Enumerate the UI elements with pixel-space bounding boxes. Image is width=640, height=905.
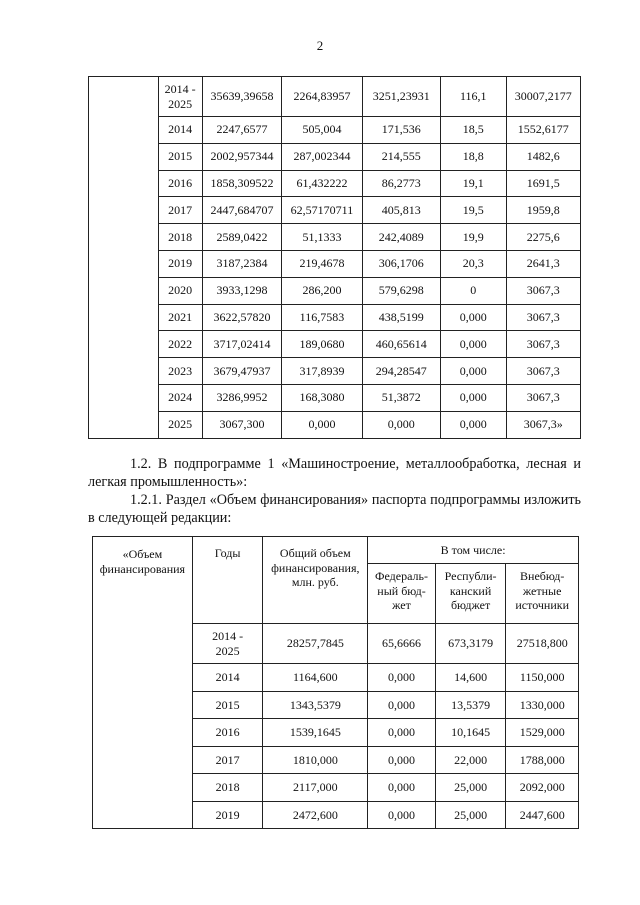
cell-federal: 0,000 xyxy=(368,719,436,747)
cell-extra: 2092,000 xyxy=(506,774,579,802)
cell-other: 19,9 xyxy=(440,224,506,251)
header-years: Годы xyxy=(192,537,263,624)
table-row xyxy=(89,77,581,117)
cell-republic: 214,555 xyxy=(362,143,440,170)
cell-republic: 51,3872 xyxy=(362,384,440,411)
paragraph-subprogram-1: 1.2. В подпрограмме 1 «Машиностроение, металлообработка, лесная и легкая промышленность»: xyxy=(88,456,581,490)
cell-total: 2117,000 xyxy=(263,774,368,802)
cell-extra: 27518,800 xyxy=(506,624,579,664)
cell-extra: 2447,600 xyxy=(506,801,579,829)
cell-other: 116,1 xyxy=(440,77,506,117)
cell-extra: 2275,6 xyxy=(506,224,580,251)
cell-federal: 0,000 xyxy=(368,801,436,829)
header-republic: Республи- канский бюджет xyxy=(435,564,506,624)
cell-federal: 0,000 xyxy=(368,746,436,774)
cell-republic: 438,5199 xyxy=(362,304,440,331)
cell-other: 0,000 xyxy=(440,358,506,385)
cell-total: 3679,47937 xyxy=(202,358,281,385)
cell-federal: 0,000 xyxy=(282,411,362,438)
cell-extra: 1959,8 xyxy=(506,197,580,224)
cell-total: 2002,957344 xyxy=(202,143,281,170)
cell-republic: 171,536 xyxy=(362,117,440,144)
table-row xyxy=(89,250,581,277)
cell-other: 0,000 xyxy=(440,411,506,438)
cell-republic: 405,813 xyxy=(362,197,440,224)
cell-total: 35639,39658 xyxy=(202,77,281,117)
cell-extra: 3067,3 xyxy=(506,304,580,331)
table-row xyxy=(89,277,581,304)
table-row xyxy=(89,224,581,251)
cell-year: 2020 xyxy=(158,277,202,304)
cell-federal: 287,002344 xyxy=(282,143,362,170)
header-including: В том числе: xyxy=(368,537,579,564)
cell-extra: 1529,000 xyxy=(506,719,579,747)
cell-total: 3067,300 xyxy=(202,411,281,438)
table-header-row xyxy=(93,537,579,564)
cell-extra: 1150,000 xyxy=(506,664,579,692)
cell-extra: 1330,000 xyxy=(506,691,579,719)
table-row xyxy=(89,331,581,358)
table-row xyxy=(89,143,581,170)
cell-other: 18,8 xyxy=(440,143,506,170)
cell-year: 2016 xyxy=(158,170,202,197)
cell-total: 2247,6577 xyxy=(202,117,281,144)
cell-federal: 0,000 xyxy=(368,774,436,802)
cell-republic: 13,5379 xyxy=(435,691,506,719)
cell-republic: 22,000 xyxy=(435,746,506,774)
cell-total: 2447,684707 xyxy=(202,197,281,224)
cell-total: 1858,309522 xyxy=(202,170,281,197)
cell-federal: 168,3080 xyxy=(282,384,362,411)
cell-extra: 3067,3» xyxy=(506,411,580,438)
cell-other: 0,000 xyxy=(440,384,506,411)
cell-republic: 25,000 xyxy=(435,774,506,802)
cell-republic: 86,2773 xyxy=(362,170,440,197)
cell-year: 2025 xyxy=(158,411,202,438)
cell-year: 2016 xyxy=(192,719,263,747)
cell-extra: 3067,3 xyxy=(506,358,580,385)
cell-year: 2024 xyxy=(158,384,202,411)
cell-federal: 189,0680 xyxy=(282,331,362,358)
cell-federal: 317,8939 xyxy=(282,358,362,385)
cell-federal: 0,000 xyxy=(368,691,436,719)
cell-total: 3187,2384 xyxy=(202,250,281,277)
table-row xyxy=(89,384,581,411)
cell-year: 2017 xyxy=(158,197,202,224)
cell-federal: 286,200 xyxy=(282,277,362,304)
cell-year: 2021 xyxy=(158,304,202,331)
cell-extra: 3067,3 xyxy=(506,277,580,304)
cell-republic: 10,1645 xyxy=(435,719,506,747)
cell-year: 2023 xyxy=(158,358,202,385)
cell-extra: 30007,2177 xyxy=(506,77,580,117)
header-federal: Федераль- ный бюд- жет xyxy=(368,564,436,624)
cell-extra: 3067,3 xyxy=(506,331,580,358)
financing-label-cell xyxy=(93,537,193,829)
cell-extra: 1691,5 xyxy=(506,170,580,197)
cell-republic: 3251,23931 xyxy=(362,77,440,117)
cell-other: 20,3 xyxy=(440,250,506,277)
cell-extra: 1482,6 xyxy=(506,143,580,170)
header-total: Общий объем финансирования, млн. руб. xyxy=(263,537,368,624)
cell-republic: 25,000 xyxy=(435,801,506,829)
cell-federal: 0,000 xyxy=(368,664,436,692)
cell-total: 2589,0422 xyxy=(202,224,281,251)
financing-table-continued xyxy=(88,76,581,439)
cell-republic: 579,6298 xyxy=(362,277,440,304)
cell-year: 2014 - 2025 xyxy=(192,624,263,664)
cell-total: 3933,1298 xyxy=(202,277,281,304)
cell-federal: 61,432222 xyxy=(282,170,362,197)
cell-total: 3622,57820 xyxy=(202,304,281,331)
cell-extra: 1788,000 xyxy=(506,746,579,774)
cell-total: 1810,000 xyxy=(263,746,368,774)
cell-other: 0,000 xyxy=(440,304,506,331)
cell-total: 1539,1645 xyxy=(263,719,368,747)
cell-other: 0 xyxy=(440,277,506,304)
cell-year: 2019 xyxy=(158,250,202,277)
page-number: 2 xyxy=(316,38,324,53)
cell-republic: 294,28547 xyxy=(362,358,440,385)
cell-federal: 505,004 xyxy=(282,117,362,144)
cell-year: 2014 xyxy=(192,664,263,692)
cell-other: 19,5 xyxy=(440,197,506,224)
cell-extra: 2641,3 xyxy=(506,250,580,277)
header-extra-budget: Внебюд- жетные источники xyxy=(506,564,579,624)
cell-year: 2014 xyxy=(158,117,202,144)
cell-federal: 116,7583 xyxy=(282,304,362,331)
cell-total: 1343,5379 xyxy=(263,691,368,719)
table-row xyxy=(89,358,581,385)
table-row xyxy=(89,170,581,197)
cell-other: 0,000 xyxy=(440,331,506,358)
cell-other: 18,5 xyxy=(440,117,506,144)
cell-republic: 242,4089 xyxy=(362,224,440,251)
cell-federal: 62,57170711 xyxy=(282,197,362,224)
cell-year: 2015 xyxy=(158,143,202,170)
cell-republic: 0,000 xyxy=(362,411,440,438)
cell-total: 2472,600 xyxy=(263,801,368,829)
cell-federal: 65,6666 xyxy=(368,624,436,664)
cell-year: 2014 - 2025 xyxy=(158,77,202,117)
financing-volume-table xyxy=(92,536,579,829)
cell-federal: 219,4678 xyxy=(282,250,362,277)
cell-other: 19,1 xyxy=(440,170,506,197)
cell-total: 3717,02414 xyxy=(202,331,281,358)
cell-year: 2018 xyxy=(158,224,202,251)
cell-year: 2017 xyxy=(192,746,263,774)
cell-republic: 673,3179 xyxy=(435,624,506,664)
table-row xyxy=(89,197,581,224)
cell-total: 28257,7845 xyxy=(263,624,368,664)
cell-federal: 51,1333 xyxy=(282,224,362,251)
cell-total: 3286,9952 xyxy=(202,384,281,411)
cell-extra: 3067,3 xyxy=(506,384,580,411)
empty-label-cell xyxy=(89,77,159,439)
cell-year: 2015 xyxy=(192,691,263,719)
table-row xyxy=(89,117,581,144)
paragraph-section-edit: 1.2.1. Раздел «Объем финансирования» паспорта подпрограммы изложить в следующей редакции: xyxy=(88,492,581,526)
cell-total: 1164,600 xyxy=(263,664,368,692)
cell-republic: 306,1706 xyxy=(362,250,440,277)
cell-republic: 460,65614 xyxy=(362,331,440,358)
table-row xyxy=(89,411,581,438)
cell-year: 2022 xyxy=(158,331,202,358)
cell-extra: 1552,6177 xyxy=(506,117,580,144)
cell-year: 2018 xyxy=(192,774,263,802)
cell-republic: 14,600 xyxy=(435,664,506,692)
cell-year: 2019 xyxy=(192,801,263,829)
table-row xyxy=(89,304,581,331)
cell-federal: 2264,83957 xyxy=(282,77,362,117)
financing-label: «Объем финансирования xyxy=(99,547,186,576)
